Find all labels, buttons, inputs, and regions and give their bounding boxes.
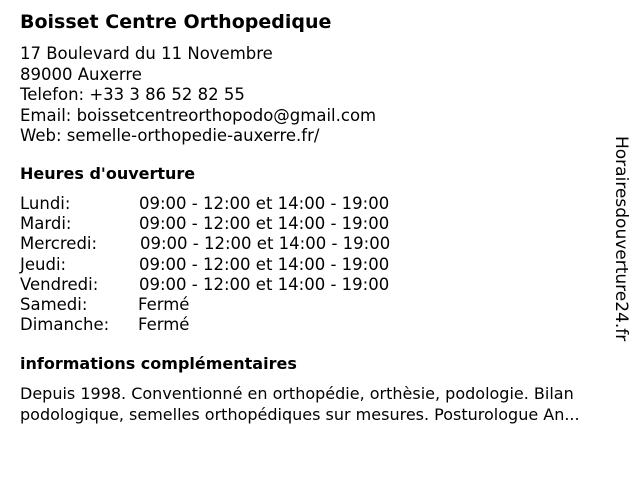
opening-hours-heading: Heures d'ouverture bbox=[20, 164, 196, 183]
hours-day-label: Mardi: bbox=[20, 214, 72, 234]
hours-day-label: Lundi: bbox=[20, 194, 71, 213]
watermark-text: Horairesdouverture24.fr bbox=[611, 136, 631, 342]
hours-time-value: 09:00 - 12:00 et 14:00 - 19:00 bbox=[139, 194, 390, 213]
hours-time-value: 09:00 - 12:00 et 14:00 - 19:00 bbox=[140, 234, 391, 254]
email-address: Email: boissetcentreorthopodo@gmail.com bbox=[20, 105, 377, 125]
address-street: 17 Boulevard du 11 Novembre bbox=[20, 44, 273, 63]
hours-time-value: 09:00 - 12:00 et 14:00 - 19:00 bbox=[139, 214, 390, 234]
hours-time-value: Fermé bbox=[138, 315, 190, 335]
hours-day-label: Mercredi: bbox=[20, 234, 98, 254]
hours-day-label: Samedi: bbox=[20, 294, 88, 314]
business-name: Boisset Centre Orthopedique bbox=[20, 11, 332, 33]
additional-info-text bbox=[20, 384, 632, 425]
hours-time-value: 09:00 - 12:00 et 14:00 - 19:00 bbox=[139, 254, 390, 274]
hours-time-value: 09:00 - 12:00 et 14:00 - 19:00 bbox=[139, 274, 390, 294]
hours-day-label: Jeudi: bbox=[20, 254, 67, 274]
hours-time-value: Fermé bbox=[138, 294, 190, 314]
site-watermark bbox=[600, 136, 636, 346]
additional-info-heading: informations complémentaires bbox=[20, 354, 297, 373]
hours-day-label: Vendredi: bbox=[20, 274, 99, 294]
additional-info-line: podologique, semelles orthopédiques sur mesures. Posturologue An... bbox=[20, 404, 580, 424]
additional-info-line: Depuis 1998. Conventionné en orthopédie, orthèsie, podologie. Bilan bbox=[20, 384, 574, 403]
address-city: 89000 Auxerre bbox=[20, 64, 142, 84]
contact-block bbox=[20, 44, 376, 147]
website-address: Web: semelle-orthopedie-auxerre.fr/ bbox=[20, 126, 320, 145]
phone-number: Telefon: +33 3 86 52 82 55 bbox=[20, 85, 245, 104]
hours-day-label: Dimanche: bbox=[20, 315, 110, 335]
